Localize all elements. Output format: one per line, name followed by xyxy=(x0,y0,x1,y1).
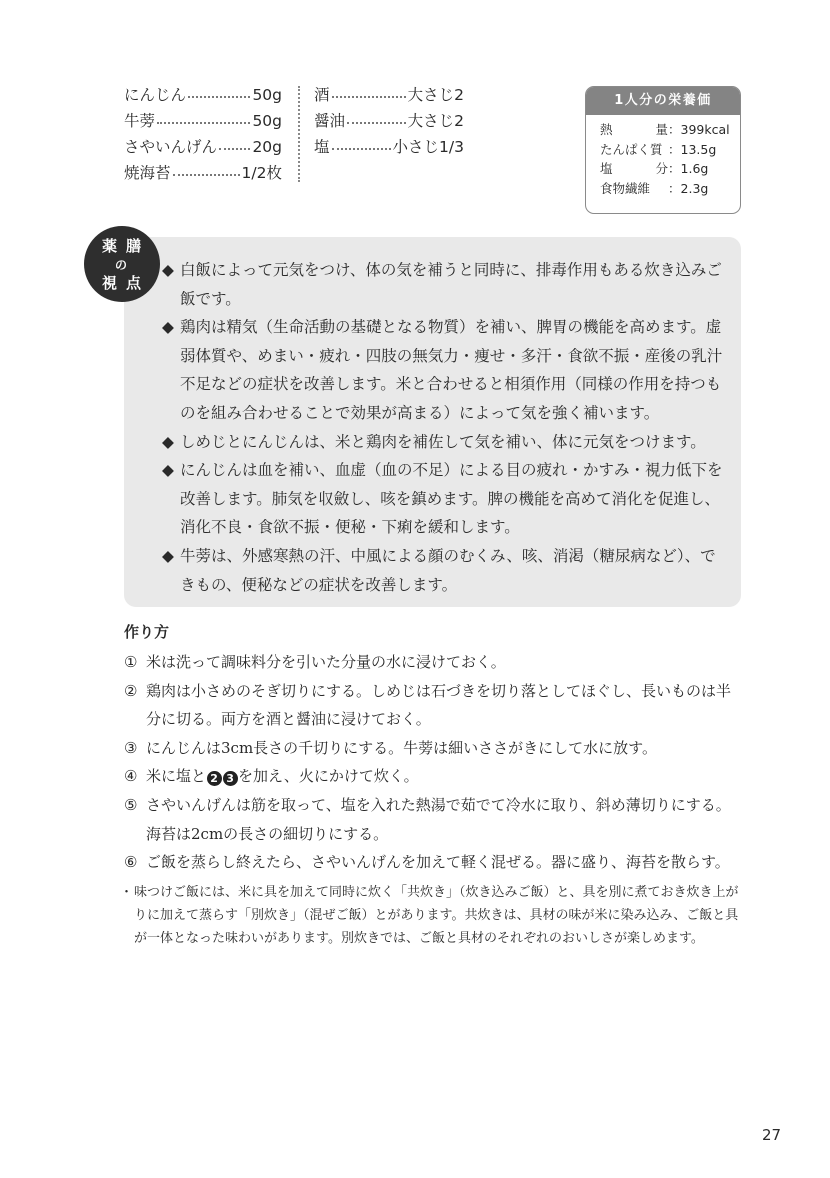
nutrition-value: 399kcal xyxy=(680,122,730,137)
ingredient-list-2 xyxy=(314,82,464,160)
nutrition-row: たんぱく質 ： 13.5g xyxy=(600,140,740,160)
ingredient-divider xyxy=(298,86,300,182)
leader-dots xyxy=(157,122,250,124)
ingredient-amount: 小さじ1/3 xyxy=(392,138,464,156)
ingredient-name: 焼海苔 xyxy=(124,164,171,182)
method-title: 作り方 xyxy=(124,623,170,641)
step-ref-badge: 3 xyxy=(223,771,238,786)
ingredient-row xyxy=(124,160,282,186)
nutrition-title: 1人分の栄養価 xyxy=(586,87,740,115)
nutrition-label: 食物繊維 xyxy=(600,180,651,196)
nutrition-value: 13.5g xyxy=(680,141,717,157)
step-text: にんじんは3cm長さの千切りにする。牛蒡は細いささがきにして水に放す。 xyxy=(146,738,657,757)
step-number: ④ xyxy=(124,767,138,786)
ingredient-amount: 50g xyxy=(252,112,282,130)
leader-dots xyxy=(188,96,250,98)
ingredient-row xyxy=(124,134,282,160)
nutrition-box xyxy=(585,86,741,214)
ingredient-row xyxy=(314,82,464,108)
leader-dots xyxy=(332,96,406,98)
ingredient-row xyxy=(124,82,282,108)
nutrition-value: 1.6g xyxy=(680,161,709,176)
nutrition-row: 塩 分 ： 1.6g xyxy=(600,159,740,179)
ingredient-name: さやいんげん xyxy=(124,138,218,156)
leader-dots xyxy=(219,148,250,150)
method-step xyxy=(124,677,744,734)
cooking-note xyxy=(120,881,744,950)
ingredient-amount: 1/2枚 xyxy=(241,164,282,182)
method-step xyxy=(124,848,744,877)
method-steps xyxy=(124,648,744,877)
nutrition-row: 熱 量 ： 399kcal xyxy=(600,120,740,140)
ingredient-name: 醤油 xyxy=(314,112,346,130)
ingredient-list-1 xyxy=(124,82,282,186)
method-step xyxy=(124,762,744,791)
step-text: 米は洗って調味料分を引いた分量の水に浸けておく。 xyxy=(146,653,506,671)
nutrition-value: 2.3g xyxy=(680,180,709,196)
yakuzen-point: ◆ にんじんは血を補い、血虚（血の不足）による目の疲れ・かすみ・視力低下を改善します。肺気を収斂し、咳を鎮めます。脾の機能を高めて消化を促進し、消化不良・食欲不振・便秘・下痢を緩和します。 xyxy=(162,456,727,542)
method-step xyxy=(124,734,744,763)
yakuzen-point: ◆ 鶏肉は精気（生命活動の基礎となる物質）を補い、脾胃の機能を高めます。虚弱体質や、めまい・疲れ・四肢の無気力・痩せ・多汗・食欲不振・産後の乳汁不足などの症状を改善します。米と合わせると相須作用（同様の作用を持つものを組み合わせることで効果が高まる）によって気を強く補います。 xyxy=(162,313,727,427)
ingredient-amount: 大さじ2 xyxy=(407,86,464,104)
ingredient-row xyxy=(314,134,464,160)
ingredient-name: にんじん xyxy=(124,86,187,104)
ingredient-amount: 大さじ2 xyxy=(407,112,464,130)
nutrition-label: 塩 分 xyxy=(600,161,668,176)
step-text: さやいんげんは筋を取って、塩を入れた熱湯で茹でて冷水に取り、斜め薄切りにする。海苔は2cmの長さの細切りにする。 xyxy=(146,795,731,843)
ingredient-name: 牛蒡 xyxy=(124,112,156,130)
step-number: ③ xyxy=(124,738,138,757)
nutrition-row: 食物繊維 ： 2.3g xyxy=(600,179,740,199)
leader-dots xyxy=(332,148,391,150)
ingredient-name: 酒 xyxy=(314,86,330,104)
ingredient-amount: 20g xyxy=(252,138,282,156)
method-step xyxy=(124,648,744,677)
yakuzen-point: ◆ 白飯によって元気をつけ、体の気を補うと同時に、排毒作用もある炊き込みご飯です。 xyxy=(162,256,727,313)
leader-dots xyxy=(347,122,406,124)
step-number: ⑥ xyxy=(124,853,138,872)
step-text: 鶏肉は小さめのそぎ切りにする。しめじは石づきを切り落としてほぐし、長いものは半分に切る。両方を酒と醤油に浸けておく。 xyxy=(146,681,732,729)
ingredient-amount: 50g xyxy=(252,86,282,104)
step-text: を加え、火にかけて炊く。 xyxy=(238,767,419,786)
step-number: ② xyxy=(124,681,138,700)
yakuzen-points xyxy=(162,256,727,599)
page-number: 27 xyxy=(762,1126,782,1144)
step-number: ① xyxy=(124,653,138,671)
yakuzen-badge: 薬 膳 の 視 点 xyxy=(84,226,160,302)
step-ref-badge: 2 xyxy=(207,771,222,786)
step-text: 米に塩と xyxy=(146,767,207,786)
ingredient-row xyxy=(124,108,282,134)
nutrition-label: 熱 量 xyxy=(600,122,668,137)
nutrition-label: たんぱく質 xyxy=(600,141,663,157)
note-bullet: ・ xyxy=(120,885,134,900)
leader-dots xyxy=(173,174,240,176)
yakuzen-point: ◆ しめじとにんじんは、米と鶏肉を補佐して気を補い、体に元気をつけます。 xyxy=(162,428,727,457)
note-text: 味つけご飯には、米に具を加えて同時に炊く「共炊き」（炊き込みご飯）と、具を別に煮ておき炊き上がりに加えて蒸らす「別炊き」（混ぜご飯）とがあります。共炊きは、具材の味が米に染み込み、ご飯と具が一体となった味わいがあります。別炊きでは、ご飯と具材のそれぞれのおいしさが楽しめます。 xyxy=(134,885,739,946)
ingredient-row xyxy=(314,108,464,134)
nutrition-table xyxy=(586,115,740,198)
ingredient-name: 塩 xyxy=(314,138,330,156)
yakuzen-point: ◆ 牛蒡は、外感寒熱の汗、中風による顔のむくみ、咳、消渇（糖尿病など）、できもの、便秘などの症状を改善します。 xyxy=(162,542,727,599)
step-text: ご飯を蒸らし終えたら、さやいんげんを加えて軽く混ぜる。器に盛り、海苔を散らす。 xyxy=(146,853,730,872)
method-step xyxy=(124,791,744,848)
step-number: ⑤ xyxy=(124,795,138,814)
